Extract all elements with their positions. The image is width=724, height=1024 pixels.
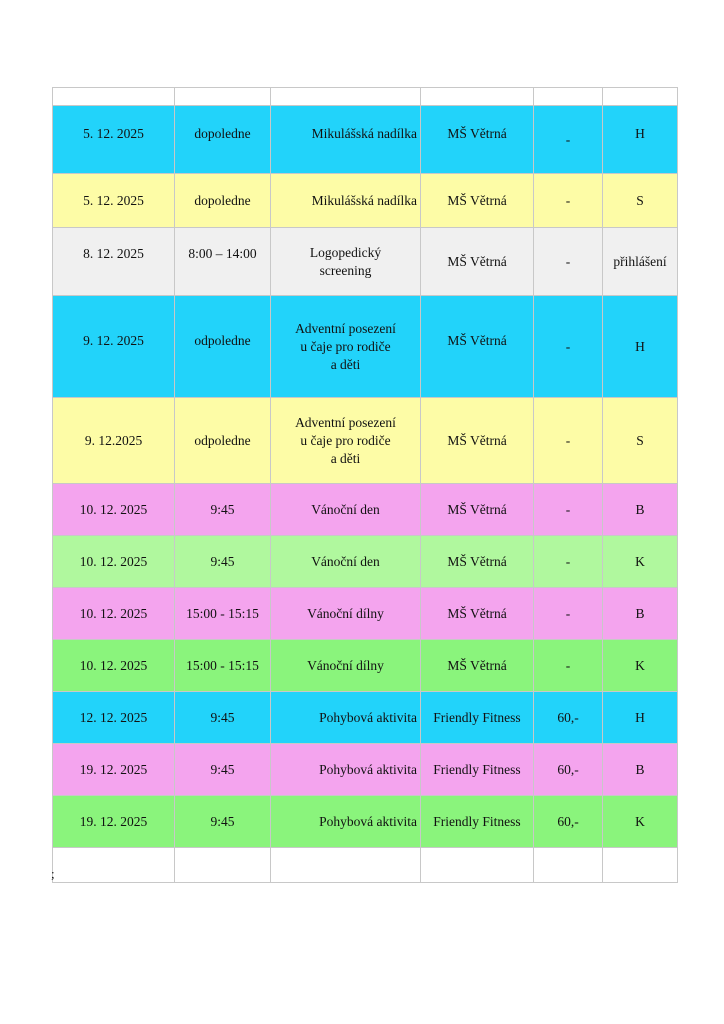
time-cell (175, 398, 271, 484)
date-cell (53, 296, 175, 398)
price-cell (534, 228, 603, 296)
place-text: MŠ Větrná (447, 501, 507, 517)
date-cell (53, 744, 175, 796)
class-text: H (635, 125, 645, 141)
header-cell (53, 88, 175, 106)
header-cell (534, 88, 603, 106)
event-text-line: Adventní posezení (295, 321, 396, 336)
place-cell (421, 174, 534, 228)
class-text: S (636, 432, 644, 448)
class-text: S (636, 192, 644, 208)
place-text: MŠ Větrná (447, 332, 507, 348)
class-text: B (635, 605, 645, 621)
place-cell (421, 228, 534, 296)
class-text: K (635, 813, 645, 829)
empty-cell (534, 848, 603, 883)
header-cell (603, 88, 678, 106)
class-text: B (635, 501, 645, 517)
date-cell (53, 692, 175, 744)
price-text: - (565, 605, 571, 621)
class-cell (603, 228, 678, 296)
table-row (53, 484, 678, 536)
event-cell (271, 692, 421, 744)
place-cell (421, 398, 534, 484)
table-row (53, 398, 678, 484)
place-text: MŠ Větrná (447, 432, 507, 448)
date-cell (53, 640, 175, 692)
price-text: - (565, 253, 571, 269)
time-cell (175, 106, 271, 174)
place-cell (421, 588, 534, 640)
event-cell (271, 796, 421, 848)
price-text: 60,- (557, 709, 579, 725)
date-text: 10. 12. 2025 (79, 553, 148, 569)
place-text: MŠ Větrná (447, 125, 507, 141)
event-cell (271, 484, 421, 536)
date-cell (53, 588, 175, 640)
price-cell (534, 398, 603, 484)
time-cell (175, 174, 271, 228)
class-cell (603, 536, 678, 588)
date-text: 19. 12. 2025 (79, 813, 148, 829)
time-text: 8:00 – 14:00 (188, 246, 257, 261)
header-cell (175, 88, 271, 106)
event-text-line: a děti (330, 450, 361, 466)
price-cell (534, 796, 603, 848)
event-cell (271, 536, 421, 588)
empty-cell (603, 848, 678, 883)
table-row (53, 796, 678, 848)
price-cell (534, 106, 603, 174)
time-cell (175, 536, 271, 588)
date-text: 10. 12. 2025 (79, 605, 148, 621)
class-cell (603, 692, 678, 744)
time-text: 9:45 (210, 813, 235, 829)
price-cell (534, 536, 603, 588)
table-row (53, 536, 678, 588)
price-text: - (565, 131, 571, 147)
price-text: - (565, 432, 571, 448)
price-cell (534, 744, 603, 796)
date-text: 8. 12. 2025 (83, 246, 144, 261)
event-text-line: u čaje pro rodiče (300, 432, 391, 448)
event-text: Vánoční den (311, 501, 380, 517)
event-cell (271, 106, 421, 174)
time-text: 9:45 (210, 709, 235, 725)
date-cell (53, 174, 175, 228)
event-text: Vánoční dílny (307, 657, 384, 673)
event-text-line: screening (319, 262, 372, 278)
time-text: dopoledne (194, 125, 251, 141)
event-cell (271, 588, 421, 640)
place-text: MŠ Větrná (447, 253, 507, 269)
event-text: Pohybová aktivita (319, 813, 417, 829)
table-row (53, 640, 678, 692)
date-text: 9. 12. 2025 (83, 332, 144, 348)
time-text: odpoledne (194, 432, 251, 448)
price-text: - (565, 553, 571, 569)
time-cell (175, 296, 271, 398)
time-cell (175, 228, 271, 296)
header-cell (271, 88, 421, 106)
event-text-line: u čaje pro rodiče (300, 339, 391, 354)
price-text: - (565, 501, 571, 517)
price-text: 60,- (557, 813, 579, 829)
event-cell (271, 296, 421, 398)
table-row (53, 106, 678, 174)
event-cell (271, 398, 421, 484)
time-cell (175, 484, 271, 536)
date-cell (53, 796, 175, 848)
date-cell (53, 106, 175, 174)
class-cell (603, 174, 678, 228)
stray-mark: ; (51, 866, 55, 881)
place-cell (421, 796, 534, 848)
header-cell (421, 88, 534, 106)
table-row (53, 692, 678, 744)
time-cell (175, 744, 271, 796)
event-text-line: Logopedický (309, 244, 382, 260)
price-text: - (565, 338, 571, 354)
place-text: MŠ Větrná (447, 657, 507, 673)
class-text: K (635, 553, 645, 569)
time-text: 9:45 (210, 761, 235, 777)
price-text: 60,- (557, 761, 579, 777)
place-text: MŠ Větrná (447, 192, 507, 208)
date-text: 5. 12. 2025 (83, 192, 144, 208)
time-cell (175, 692, 271, 744)
class-cell (603, 640, 678, 692)
place-cell (421, 296, 534, 398)
time-text: dopoledne (194, 192, 251, 208)
class-cell (603, 484, 678, 536)
place-text: Friendly Fitness (433, 761, 521, 777)
price-cell (534, 174, 603, 228)
class-text: H (635, 338, 645, 354)
event-text: Pohybová aktivita (319, 709, 417, 725)
event-cell (271, 640, 421, 692)
place-cell (421, 536, 534, 588)
date-cell (53, 484, 175, 536)
price-text: - (565, 657, 571, 673)
place-text: MŠ Větrná (447, 605, 507, 621)
empty-cell (421, 848, 534, 883)
date-cell (53, 398, 175, 484)
event-text: Mikulášská nadílka (311, 125, 417, 141)
time-cell (175, 796, 271, 848)
event-text: Vánoční den (311, 553, 380, 569)
class-text: přihlášení (613, 253, 667, 269)
place-cell (421, 106, 534, 174)
class-text: K (635, 657, 645, 673)
date-text: 10. 12. 2025 (79, 501, 148, 517)
empty-cell (53, 848, 175, 883)
time-text: odpoledne (194, 332, 251, 348)
schedule-table (52, 87, 678, 883)
place-cell (421, 744, 534, 796)
date-text: 5. 12. 2025 (83, 125, 144, 141)
time-cell (175, 588, 271, 640)
event-text: Vánoční dílny (307, 605, 384, 621)
class-cell (603, 796, 678, 848)
table-header-row (53, 88, 678, 106)
class-text: H (635, 709, 645, 725)
empty-cell (271, 848, 421, 883)
class-cell (603, 588, 678, 640)
place-text: Friendly Fitness (433, 709, 521, 725)
date-text: 12. 12. 2025 (79, 709, 148, 725)
date-cell (53, 228, 175, 296)
price-cell (534, 484, 603, 536)
class-cell (603, 296, 678, 398)
place-text: Friendly Fitness (433, 813, 521, 829)
time-text: 9:45 (210, 553, 235, 569)
time-text: 9:45 (210, 501, 235, 517)
event-text-line: a děti (330, 357, 361, 372)
time-cell (175, 640, 271, 692)
place-cell (421, 692, 534, 744)
table-row (53, 744, 678, 796)
table-row (53, 228, 678, 296)
price-text: - (565, 192, 571, 208)
empty-cell (175, 848, 271, 883)
table-row (53, 588, 678, 640)
date-text: 10. 12. 2025 (79, 657, 148, 673)
class-text: B (635, 761, 645, 777)
price-cell (534, 588, 603, 640)
time-text: 15:00 - 15:15 (186, 605, 259, 621)
class-cell (603, 744, 678, 796)
price-cell (534, 296, 603, 398)
event-cell (271, 744, 421, 796)
place-cell (421, 640, 534, 692)
event-cell (271, 174, 421, 228)
price-cell (534, 640, 603, 692)
price-cell (534, 692, 603, 744)
table-row (53, 296, 678, 398)
event-text-line: Adventní posezení (295, 414, 396, 430)
table-row (53, 174, 678, 228)
time-text: 15:00 - 15:15 (186, 657, 259, 673)
date-text: 9. 12.2025 (84, 432, 143, 448)
event-cell (271, 228, 421, 296)
class-cell (603, 398, 678, 484)
table-empty-row (53, 848, 678, 883)
class-cell (603, 106, 678, 174)
event-text: Pohybová aktivita (319, 761, 417, 777)
date-cell (53, 536, 175, 588)
place-text: MŠ Větrná (447, 553, 507, 569)
event-text: Mikulášská nadílka (311, 192, 417, 208)
place-cell (421, 484, 534, 536)
date-text: 19. 12. 2025 (79, 761, 148, 777)
